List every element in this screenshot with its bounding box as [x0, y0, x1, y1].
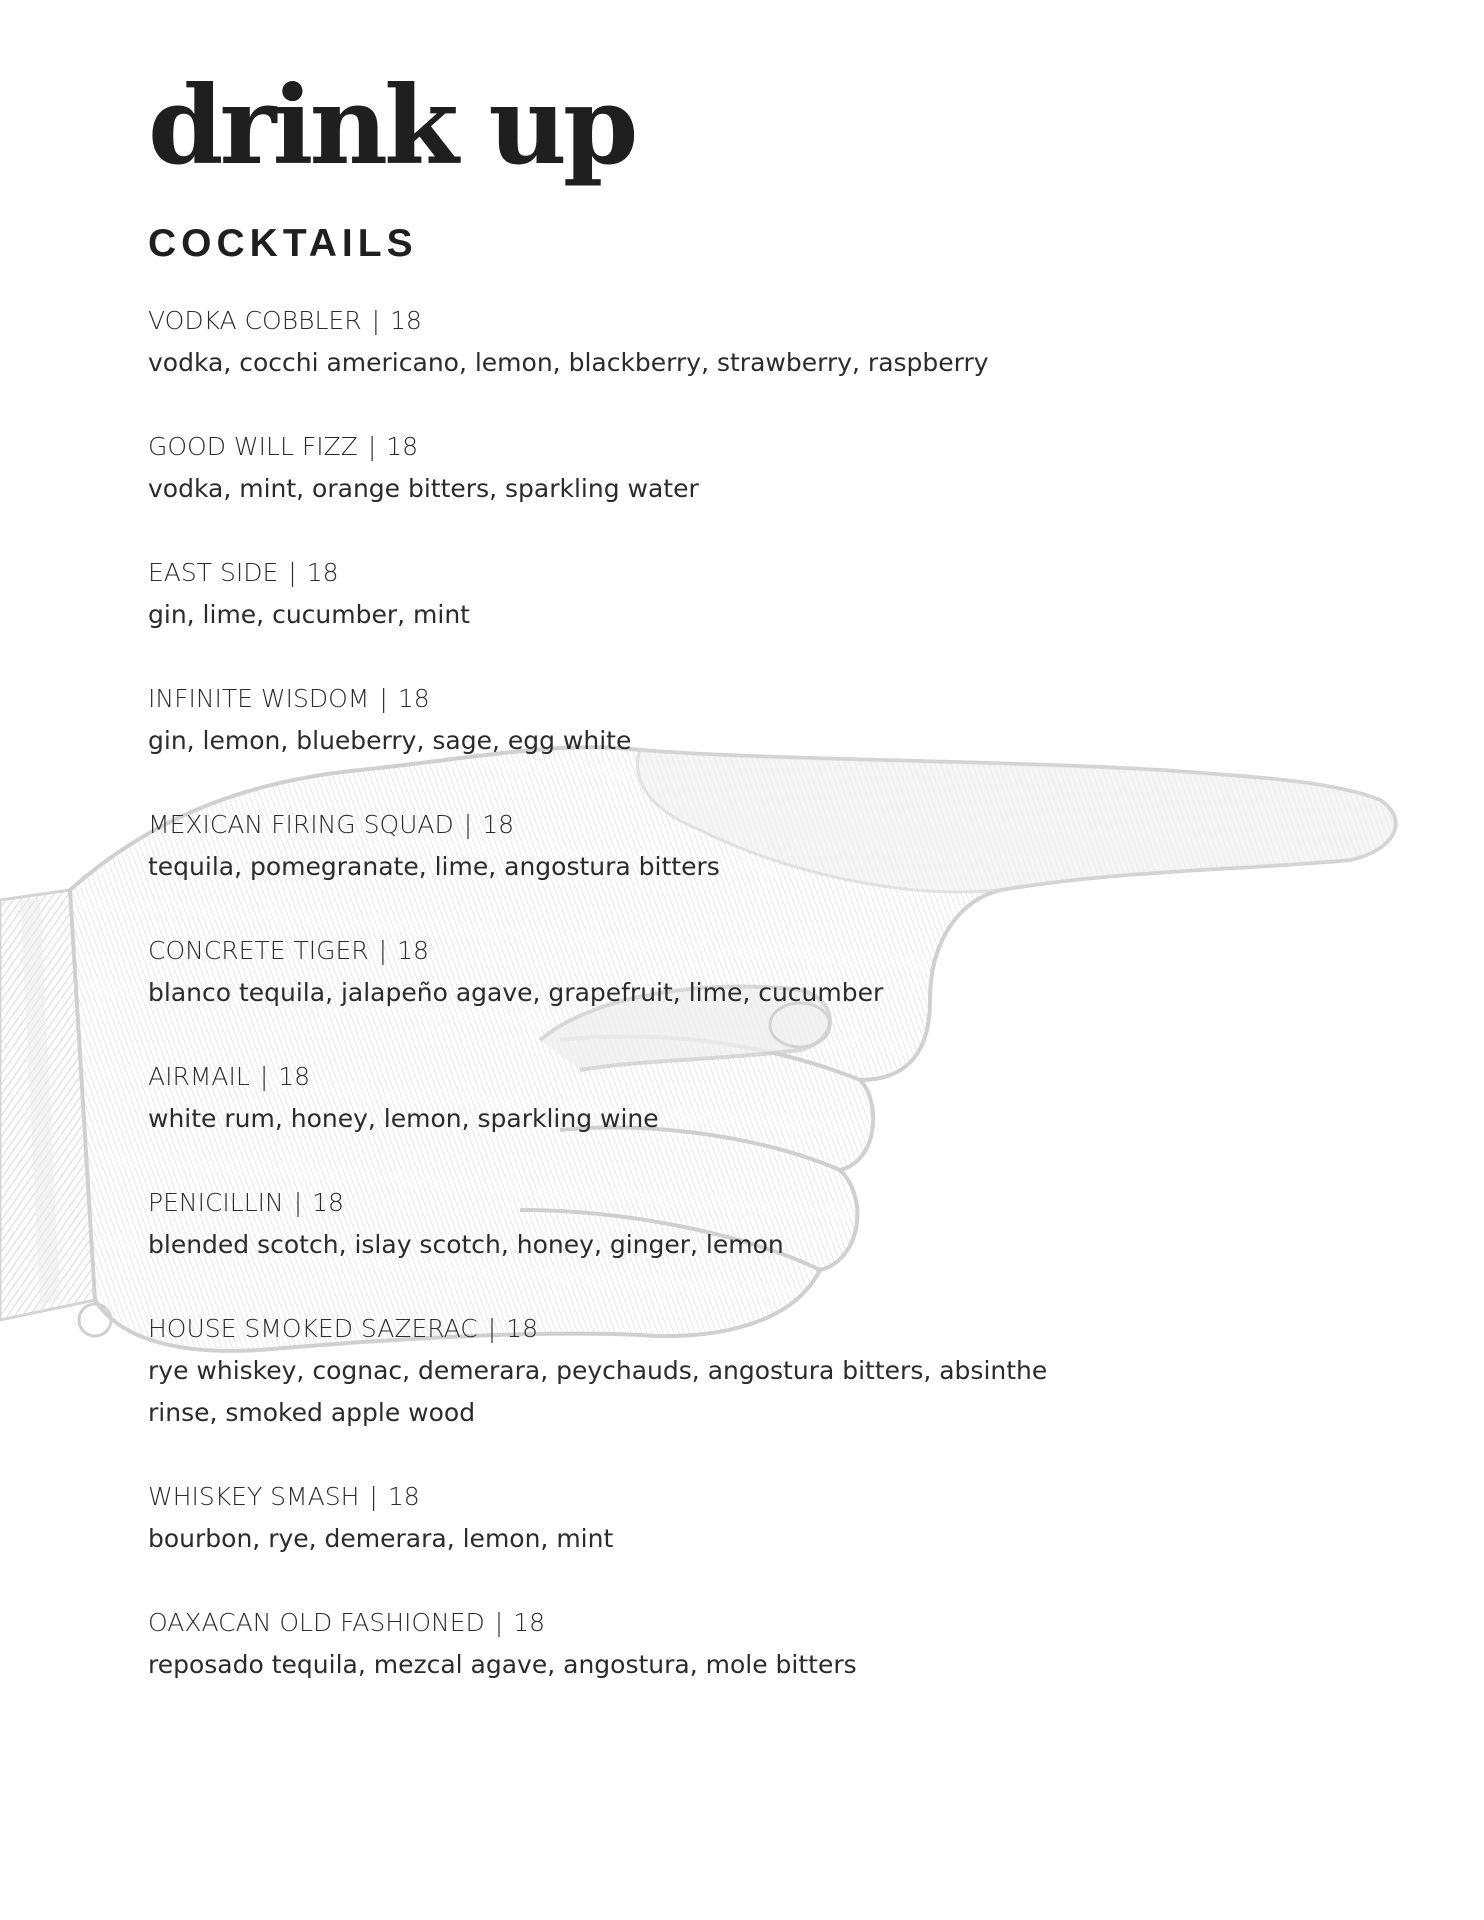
- menu-item: [148, 930, 1348, 1056]
- item-name: OAXACAN OLD FASHIONED: [148, 1608, 485, 1637]
- item-description: blended scotch, islay scotch, honey, ginger, lemon: [148, 1230, 784, 1259]
- menu-item: [148, 804, 1348, 930]
- menu-item: [148, 300, 1348, 426]
- item-price: 18: [397, 684, 430, 713]
- item-description: vodka, cocchi americano, lemon, blackberry, strawberry, raspberry: [148, 348, 989, 377]
- item-description: vodka, mint, orange bitters, sparkling water: [148, 474, 699, 503]
- item-description: white rum, honey, lemon, sparkling wine: [148, 1104, 659, 1133]
- item-description: blanco tequila, jalapeño agave, grapefruit, lime, cucumber: [148, 978, 884, 1007]
- menu-page: [148, 63, 1348, 1679]
- menu-item: [148, 1602, 1348, 1686]
- item-name: CONCRETE TIGER: [148, 936, 369, 965]
- price-separator: |: [367, 432, 377, 461]
- price-separator: |: [288, 558, 297, 587]
- price-separator: |: [378, 936, 388, 965]
- item-name: AIRMAIL: [148, 1062, 250, 1091]
- price-separator: |: [371, 306, 380, 335]
- menu-item: [148, 552, 1348, 678]
- menu-item: [148, 1056, 1348, 1182]
- menu-item: [148, 1182, 1348, 1308]
- item-description: tequila, pomegranate, lime, angostura bitters: [148, 852, 720, 881]
- price-separator: |: [379, 684, 388, 713]
- price-separator: |: [259, 1062, 269, 1091]
- item-name: VODKA COBBLER: [148, 306, 362, 335]
- item-price: 18: [278, 1062, 311, 1091]
- item-price: 18: [506, 1314, 538, 1343]
- item-price: 18: [397, 936, 429, 965]
- item-price: 18: [513, 1608, 546, 1637]
- price-separator: |: [463, 810, 473, 839]
- item-price: 18: [390, 306, 422, 335]
- menu-item: [148, 426, 1348, 552]
- brand-title: drink up: [148, 63, 635, 189]
- item-price: 18: [482, 810, 515, 839]
- item-description: rye whiskey, cognac, demerara, peychauds, angostura bitters, absinthe rinse, smoked apple wood: [148, 1356, 1048, 1427]
- item-description: bourbon, rye, demerara, lemon, mint: [148, 1524, 614, 1553]
- menu-item: [148, 1308, 1348, 1476]
- menu-item: [148, 678, 1348, 804]
- item-description: reposado tequila, mezcal agave, angostura, mole bitters: [148, 1650, 857, 1679]
- item-name: EAST SIDE: [148, 558, 279, 587]
- section-title-cocktails: COCKTAILS: [148, 222, 418, 265]
- item-name: INFINITE WISDOM: [148, 684, 370, 713]
- item-name: WHISKEY SMASH: [148, 1482, 360, 1511]
- item-description: gin, lime, cucumber, mint: [148, 600, 470, 629]
- price-separator: |: [369, 1482, 378, 1511]
- item-name: HOUSE SMOKED SAZERAC: [148, 1314, 478, 1343]
- cocktail-list: [148, 300, 1348, 1686]
- menu-item: [148, 1476, 1348, 1602]
- item-price: 18: [306, 558, 339, 587]
- price-separator: |: [494, 1608, 504, 1637]
- item-name: PENICILLIN: [148, 1188, 284, 1217]
- price-separator: |: [293, 1188, 303, 1217]
- item-price: 18: [386, 432, 419, 461]
- item-price: 18: [387, 1482, 420, 1511]
- item-name: MEXICAN FIRING SQUAD: [148, 810, 454, 839]
- price-separator: |: [487, 1314, 497, 1343]
- item-description: gin, lemon, blueberry, sage, egg white: [148, 726, 632, 755]
- item-name: GOOD WILL FIZZ: [148, 432, 358, 461]
- item-price: 18: [312, 1188, 344, 1217]
